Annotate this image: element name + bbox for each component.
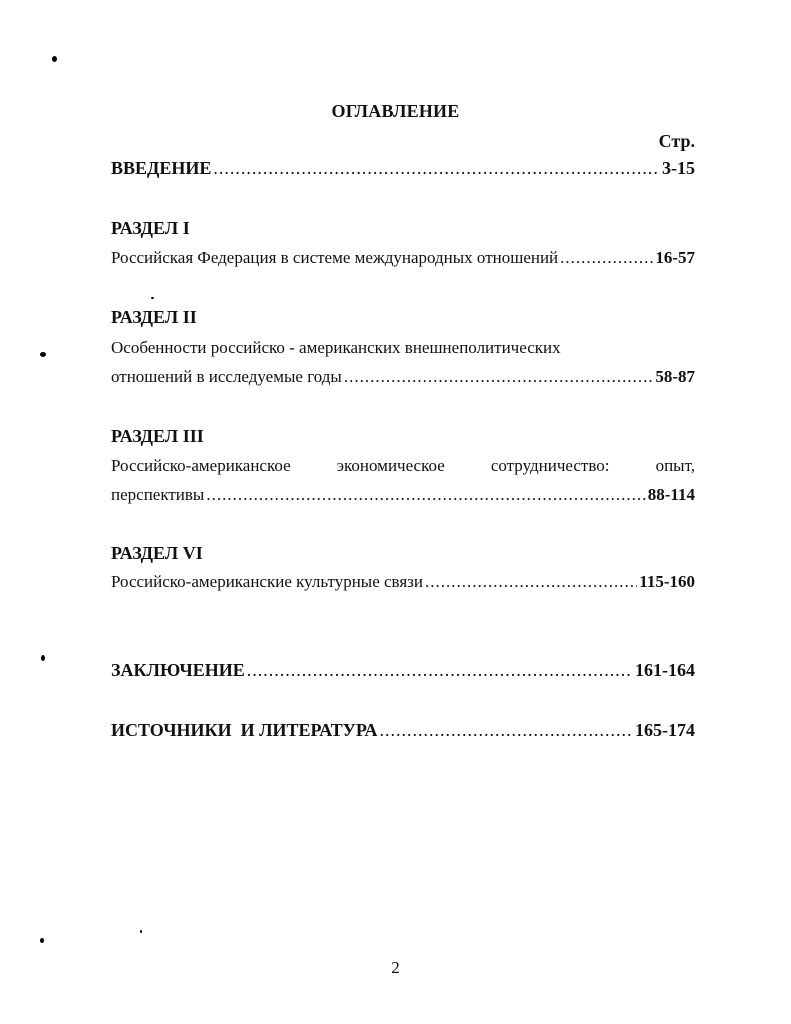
toc-entry-pages: 3-15 xyxy=(662,158,695,178)
section-heading: РАЗДЕЛ I xyxy=(111,218,190,238)
toc-entry-section4 xyxy=(111,572,695,592)
toc-entry-section2 xyxy=(111,367,695,387)
word: экономическое xyxy=(336,456,445,475)
scan-speck xyxy=(140,930,142,933)
toc-entry-conclusion xyxy=(111,660,695,681)
word: опыт, xyxy=(655,456,695,475)
page-title: ОГЛАВЛЕНИЕ xyxy=(331,101,460,121)
word: сотрудничество: xyxy=(490,456,610,475)
scan-speck xyxy=(41,655,45,661)
toc-entry-label: отношений в исследуемые годы xyxy=(111,367,342,386)
scan-speck xyxy=(40,352,46,357)
dot-leader xyxy=(380,720,633,741)
dot-leader xyxy=(213,158,660,179)
toc-entry-label: Российско-американские культурные связи xyxy=(111,572,423,591)
section-heading: РАЗДЕЛ II xyxy=(111,307,197,327)
word: Российско-американское xyxy=(111,456,291,475)
page-column-header: Стр. xyxy=(658,131,695,151)
toc-entry-label: ИСТОЧНИКИ И ЛИТЕРАТУРА xyxy=(111,720,378,740)
scan-speck xyxy=(151,297,154,299)
scan-speck xyxy=(40,938,44,943)
section-heading: РАЗДЕЛ VI xyxy=(111,543,203,563)
toc-entry-intro xyxy=(111,158,695,179)
toc-entry-label: ВВЕДЕНИЕ xyxy=(111,158,212,178)
toc-entry-pages: 16-57 xyxy=(655,248,695,267)
toc-entry-label: ЗАКЛЮЧЕНИЕ xyxy=(111,660,245,680)
toc-entry-pages: 165-174 xyxy=(635,720,695,740)
dot-leader xyxy=(206,485,645,505)
dot-leader xyxy=(247,660,633,681)
toc-entry-text xyxy=(111,456,695,476)
toc-entry-section3 xyxy=(111,485,695,505)
section-heading: РАЗДЕЛ III xyxy=(111,426,204,446)
toc-entry-pages: 161-164 xyxy=(635,660,695,680)
scan-speck xyxy=(52,56,57,62)
dot-leader xyxy=(425,572,637,592)
toc-entry-section1 xyxy=(111,248,695,268)
toc-entry-pages: 58-87 xyxy=(655,367,695,386)
dot-leader xyxy=(344,367,654,387)
toc-entry-text: Особенности российско - американских внешнеполитических xyxy=(111,338,561,357)
page-number: 2 xyxy=(391,958,400,977)
toc-entry-label: перспективы xyxy=(111,485,205,504)
dot-leader xyxy=(560,248,653,268)
toc-entry-pages: 115-160 xyxy=(639,572,695,591)
toc-entry-pages: 88-114 xyxy=(647,485,695,504)
toc-entry-sources xyxy=(111,720,695,741)
toc-entry-label: Российская Федерация в системе международных отношений xyxy=(111,248,559,267)
